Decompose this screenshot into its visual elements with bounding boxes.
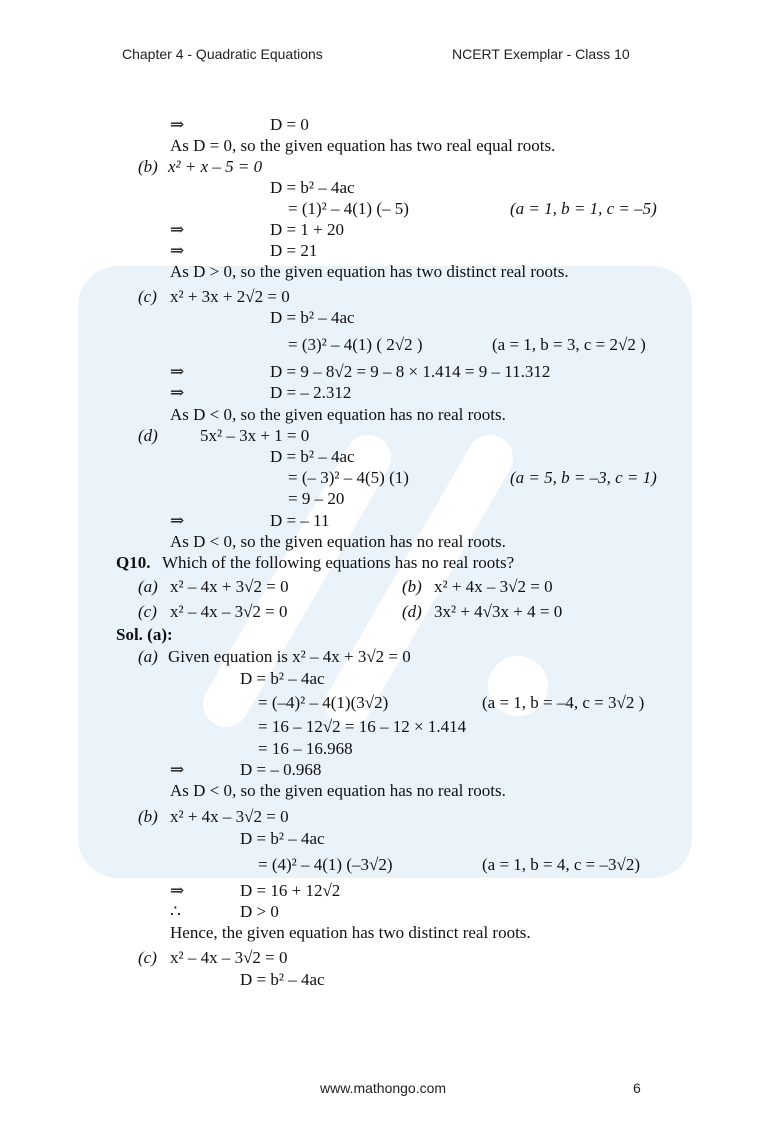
text-line: D = b² – 4ac [270, 178, 355, 197]
text-line: x² – 4x – 3√2 = 0 [170, 948, 288, 967]
text-line: (c) [138, 948, 157, 967]
text-line: (b) [402, 577, 422, 596]
text-line: As D > 0, so the given equation has two distinct real roots. [170, 262, 569, 281]
text-line: D = – 0.968 [240, 760, 322, 779]
text-line: (a = 1, b = 3, c = 2√2 ) [492, 335, 646, 354]
text-line: (d) [138, 426, 158, 445]
text-line: x² + x – 5 = 0 [168, 157, 263, 176]
text-line: (a) [138, 577, 158, 596]
text-line: x² – 4x – 3√2 = 0 [170, 602, 288, 621]
text-line: (a = 1, b = 4, c = –3√2) [482, 855, 641, 874]
text-line: ⇒ [170, 383, 185, 402]
text-line: Given equation is x² – 4x + 3√2 = 0 [168, 647, 411, 666]
text-line: 5x² – 3x + 1 = 0 [200, 426, 310, 445]
text-line: ∴ [170, 902, 181, 921]
text-line: D = – 11 [270, 511, 330, 530]
text-line: As D = 0, so the given equation has two real equal roots. [170, 136, 556, 155]
text-line: (a) [138, 647, 158, 666]
text-line: = (–4)² – 4(1)(3√2) [258, 693, 389, 712]
text-line: x² + 4x – 3√2 = 0 [434, 577, 553, 596]
text-line: D = b² – 4ac [240, 970, 325, 989]
text-line: As D < 0, so the given equation has no real roots. [170, 532, 506, 551]
text-line: D = 0 [270, 115, 309, 134]
text-line: = (4)² – 4(1) (–3√2) [258, 855, 393, 874]
text-line: (b) [138, 157, 158, 176]
text-line: D = 9 – 8√2 = 9 – 8 × 1.414 = 9 – 11.312 [270, 362, 551, 381]
text-line: (c) [138, 602, 157, 621]
text-line: ⇒ [170, 241, 185, 260]
text-line: D > 0 [240, 902, 279, 921]
text-line: = 9 – 20 [288, 489, 345, 508]
text-line: D = 21 [270, 241, 318, 260]
chapter-title: Chapter 4 - Quadratic Equations [122, 46, 323, 62]
text-line: Which of the following equations has no real roots? [162, 553, 515, 572]
text-line: ⇒ [170, 760, 185, 779]
website-url: www.mathongo.com [320, 1080, 447, 1096]
text-line: Hence, the given equation has two distinct real roots. [170, 923, 531, 942]
text-line: = (– 3)² – 4(5) (1) [288, 468, 409, 487]
text-line: D = b² – 4ac [270, 308, 355, 327]
text-line: D = b² – 4ac [270, 447, 355, 466]
book-title: NCERT Exemplar - Class 10 [452, 46, 630, 62]
text-line: (c) [138, 287, 157, 306]
text-line: ⇒ [170, 115, 185, 134]
text-line: Sol. (a): [116, 625, 173, 644]
text-line: As D < 0, so the given equation has no real roots. [170, 405, 506, 424]
text-line: D = 16 + 12√2 [240, 881, 341, 900]
text-line: D = b² – 4ac [240, 829, 325, 848]
page-number: 6 [633, 1080, 641, 1096]
text-line: = 16 – 12√2 = 16 – 12 × 1.414 [258, 717, 467, 736]
text-line: (a = 5, b = –3, c = 1) [510, 468, 657, 487]
text-line: (d) [402, 602, 422, 621]
text-line: D = – 2.312 [270, 383, 352, 402]
text-line: As D < 0, so the given equation has no real roots. [170, 781, 506, 800]
text-line: Q10. [116, 553, 151, 572]
text-line: x² + 3x + 2√2 = 0 [170, 287, 290, 306]
text-line: D = b² – 4ac [240, 669, 325, 688]
text-line: = 16 – 16.968 [258, 739, 353, 758]
text-line: = (3)² – 4(1) ( 2√2 ) [288, 335, 423, 354]
text-line: 3x² + 4√3x + 4 = 0 [434, 602, 563, 621]
text-line: (a = 1, b = 1, c = –5) [510, 199, 657, 218]
text-line: D = 1 + 20 [270, 220, 344, 239]
text-line: = (1)² – 4(1) (– 5) [288, 199, 409, 218]
text-line: ⇒ [170, 511, 185, 530]
text-line: x² + 4x – 3√2 = 0 [170, 807, 289, 826]
text-line: (a = 1, b = –4, c = 3√2 ) [482, 693, 645, 712]
text-line: (b) [138, 807, 158, 826]
text-line: ⇒ [170, 362, 185, 381]
text-line: ⇒ [170, 881, 185, 900]
text-line: x² – 4x + 3√2 = 0 [170, 577, 289, 596]
text-line: ⇒ [170, 220, 185, 239]
